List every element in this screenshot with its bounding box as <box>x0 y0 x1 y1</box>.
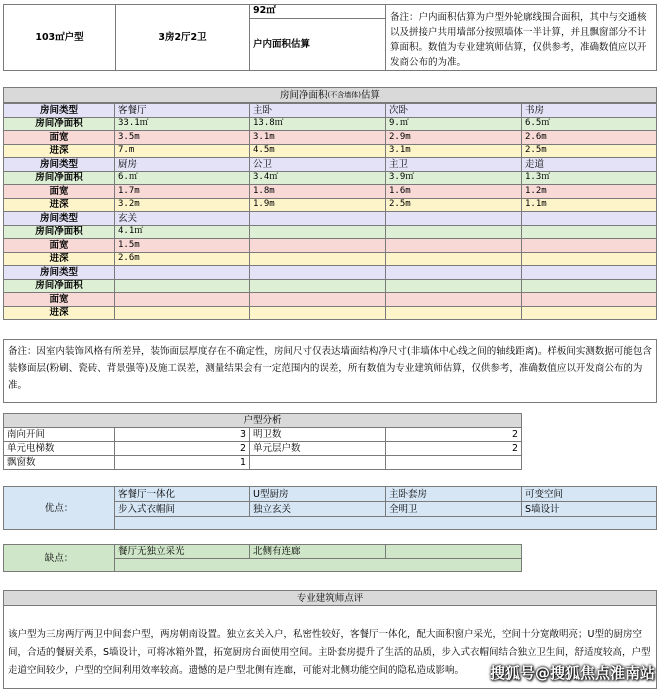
watermark: 搜狐号@搜狐焦点淮南站 <box>489 664 655 682</box>
analysis-title: 户型分析 <box>3 413 522 428</box>
pros-item: 全明卫 <box>385 501 522 517</box>
net-type-cell <box>385 265 522 280</box>
analysis-label-2 <box>249 455 386 470</box>
net-depth-cell: 2.5m <box>521 144 657 159</box>
net-row-label: 房间类型 <box>3 265 115 280</box>
net-depth-cell <box>521 306 657 321</box>
net-area-cell: 4.1㎡ <box>114 225 250 240</box>
analysis-value-2: 2 <box>385 427 522 442</box>
header-note: 备注：户内面积估算为户型外轮廓线围合面积，其中与交通核以及拼接户共用墙部分按照墙体一半计算，并且飘窗部分不计算面积。数值为专业建筑师估算，仅供参考，准确数值应以开发商公布的为准。 <box>385 4 657 71</box>
net-type-cell: 公卫 <box>249 157 386 172</box>
net-area-title <box>3 87 657 103</box>
net-type-cell: 走道 <box>521 157 657 172</box>
net-depth-cell: 2.5m <box>385 198 522 213</box>
layout-label: 3房2厅2卫 <box>115 4 250 71</box>
net-area-title-suffix: 估算 <box>360 89 380 101</box>
net-row-label: 房间净面积 <box>3 279 115 294</box>
pros-item: 独立玄关 <box>249 501 386 517</box>
cons-label: 缺点： <box>3 544 115 572</box>
net-width-cell <box>521 238 657 253</box>
net-depth-cell: 4.5m <box>249 144 386 159</box>
net-type-cell <box>249 265 386 280</box>
pros-item: U型厨房 <box>249 486 386 502</box>
net-depth-cell <box>249 252 386 267</box>
pros-empty-row <box>114 516 657 530</box>
net-row-label: 房间净面积 <box>3 171 115 186</box>
net-type-cell: 客餐厅 <box>114 103 250 118</box>
analysis-value: 1 <box>114 455 250 470</box>
pros-item: 步入式衣帽间 <box>114 501 250 517</box>
analysis-value: 2 <box>114 441 250 456</box>
pros-label: 优点： <box>3 486 115 530</box>
net-width-cell: 1.2m <box>521 184 657 199</box>
pros-item: 可变空间 <box>521 486 657 502</box>
pros-item: 客餐厅一体化 <box>114 486 250 502</box>
net-depth-cell: 3.1m <box>385 144 522 159</box>
analysis-value-2 <box>385 455 522 470</box>
net-area-cell: 6.5㎡ <box>521 117 657 132</box>
net-row-label: 房间净面积 <box>3 225 115 240</box>
cons-empty-1 <box>385 544 522 559</box>
net-area-cell <box>114 279 250 294</box>
inner-area-value: 92㎡ <box>249 4 386 19</box>
analysis-label: 飘窗数 <box>3 455 115 470</box>
net-area-cell: 13.8㎡ <box>249 117 386 132</box>
net-type-cell <box>114 265 250 280</box>
net-depth-cell <box>521 252 657 267</box>
net-depth-cell <box>385 252 522 267</box>
cons-item-2: 北侧有连廊 <box>249 544 386 559</box>
net-depth-cell: 7.m <box>114 144 250 159</box>
net-depth-cell: 1.1m <box>521 198 657 213</box>
net-depth-cell <box>249 306 386 321</box>
analysis-value: 3 <box>114 427 250 442</box>
net-type-cell: 厨房 <box>114 157 250 172</box>
net-type-cell: 书房 <box>521 103 657 118</box>
analysis-label: 单元电梯数 <box>3 441 115 456</box>
review-title: 专业建筑师点评 <box>3 590 657 606</box>
net-type-cell <box>249 211 386 226</box>
net-area-note: 备注：因室内装饰风格有所差异，装饰面层厚度存在不确定性，房间尺寸仅表达墙面结构净尺寸(非墙体中心线之间的轴线距离)。样板间实测数据可能包含装修面层(粉刷、瓷砖、背景强等)及施工误差，测量结果会有一定范围内的误差，所有数值为专业建筑师估算，仅供参考，准确数值应以开发商公布的为准。 <box>3 339 657 403</box>
net-width-cell <box>114 292 250 307</box>
net-type-cell <box>521 265 657 280</box>
net-width-cell: 3.1m <box>249 130 386 145</box>
net-depth-cell: 1.9m <box>249 198 386 213</box>
net-area-cell: 6.㎡ <box>114 171 250 186</box>
net-type-cell: 主卫 <box>385 157 522 172</box>
analysis-value-2: 2 <box>385 441 522 456</box>
net-row-label: 面宽 <box>3 184 115 199</box>
net-row-label: 面宽 <box>3 238 115 253</box>
net-type-cell: 玄关 <box>114 211 250 226</box>
net-depth-cell: 2.6m <box>114 252 250 267</box>
pros-item: 主卧套房 <box>385 486 522 502</box>
cons-empty-2 <box>114 558 522 572</box>
net-area-cell: 9.㎡ <box>385 117 522 132</box>
net-type-cell <box>521 211 657 226</box>
net-row-label: 房间类型 <box>3 211 115 226</box>
review-text: 该户型为三房两厅两卫中间套户型，两房朝南设置。独立玄关入户，私密性较好，客餐厅一体化，配大面积窗户采光，空间十分宽敞明亮；U型的厨房空间，合适的餐厨关系，S墙设计，可将冰箱外置，拓宽厨房台面使用空间。主卧套房提升了生活的品质，步入式衣帽间结合独立卫生间，舒适度较高，户型走道空间较少，户型的空间利用效率较高。遗憾的是户型北侧有连廊，可能对北侧功能空间的隐私造成影响。 <box>3 605 657 689</box>
net-area-cell: 3.4㎡ <box>249 171 386 186</box>
analysis-label-2: 单元层户数 <box>249 441 386 456</box>
net-type-cell: 主卧 <box>249 103 386 118</box>
net-row-label: 房间类型 <box>3 103 115 118</box>
net-row-label: 进深 <box>3 252 115 267</box>
net-depth-cell: 3.2m <box>114 198 250 213</box>
net-width-cell: 2.6m <box>521 130 657 145</box>
net-row-label: 进深 <box>3 306 115 321</box>
pros-item: S墙设计 <box>521 501 657 517</box>
analysis-label-2: 明卫数 <box>249 427 386 442</box>
net-width-cell: 1.5m <box>114 238 250 253</box>
net-area-cell <box>249 225 386 240</box>
net-area-cell <box>385 279 522 294</box>
net-width-cell: 1.6m <box>385 184 522 199</box>
net-row-label: 面宽 <box>3 292 115 307</box>
area-label: 103㎡户型 <box>3 4 116 71</box>
net-row-label: 进深 <box>3 144 115 159</box>
net-area-cell <box>385 225 522 240</box>
net-depth-cell <box>114 306 250 321</box>
net-area-cell: 1.3㎡ <box>521 171 657 186</box>
net-type-cell: 次卧 <box>385 103 522 118</box>
net-width-cell: 1.7m <box>114 184 250 199</box>
net-width-cell: 2.9m <box>385 130 522 145</box>
net-row-label: 进深 <box>3 198 115 213</box>
net-area-cell <box>521 225 657 240</box>
net-area-title-main: 房间净面积 <box>280 89 328 101</box>
net-depth-cell <box>385 306 522 321</box>
net-width-cell <box>521 292 657 307</box>
net-width-cell <box>249 292 386 307</box>
net-area-cell: 3.9㎡ <box>385 171 522 186</box>
net-area-cell <box>521 279 657 294</box>
net-width-cell <box>385 292 522 307</box>
cons-item-1: 餐厅无独立采光 <box>114 544 250 559</box>
net-width-cell <box>385 238 522 253</box>
net-width-cell: 3.5m <box>114 130 250 145</box>
net-row-label: 面宽 <box>3 130 115 145</box>
net-row-label: 房间类型 <box>3 157 115 172</box>
net-type-cell <box>385 211 522 226</box>
net-area-cell <box>249 279 386 294</box>
net-width-cell <box>249 238 386 253</box>
net-area-cell: 33.1㎡ <box>114 117 250 132</box>
analysis-label: 南向开间 <box>3 427 115 442</box>
net-width-cell: 1.8m <box>249 184 386 199</box>
net-area-title-small: (不含墙体) <box>327 90 361 99</box>
net-row-label: 房间净面积 <box>3 117 115 132</box>
inner-area-label: 户内面积估算 <box>249 18 386 71</box>
